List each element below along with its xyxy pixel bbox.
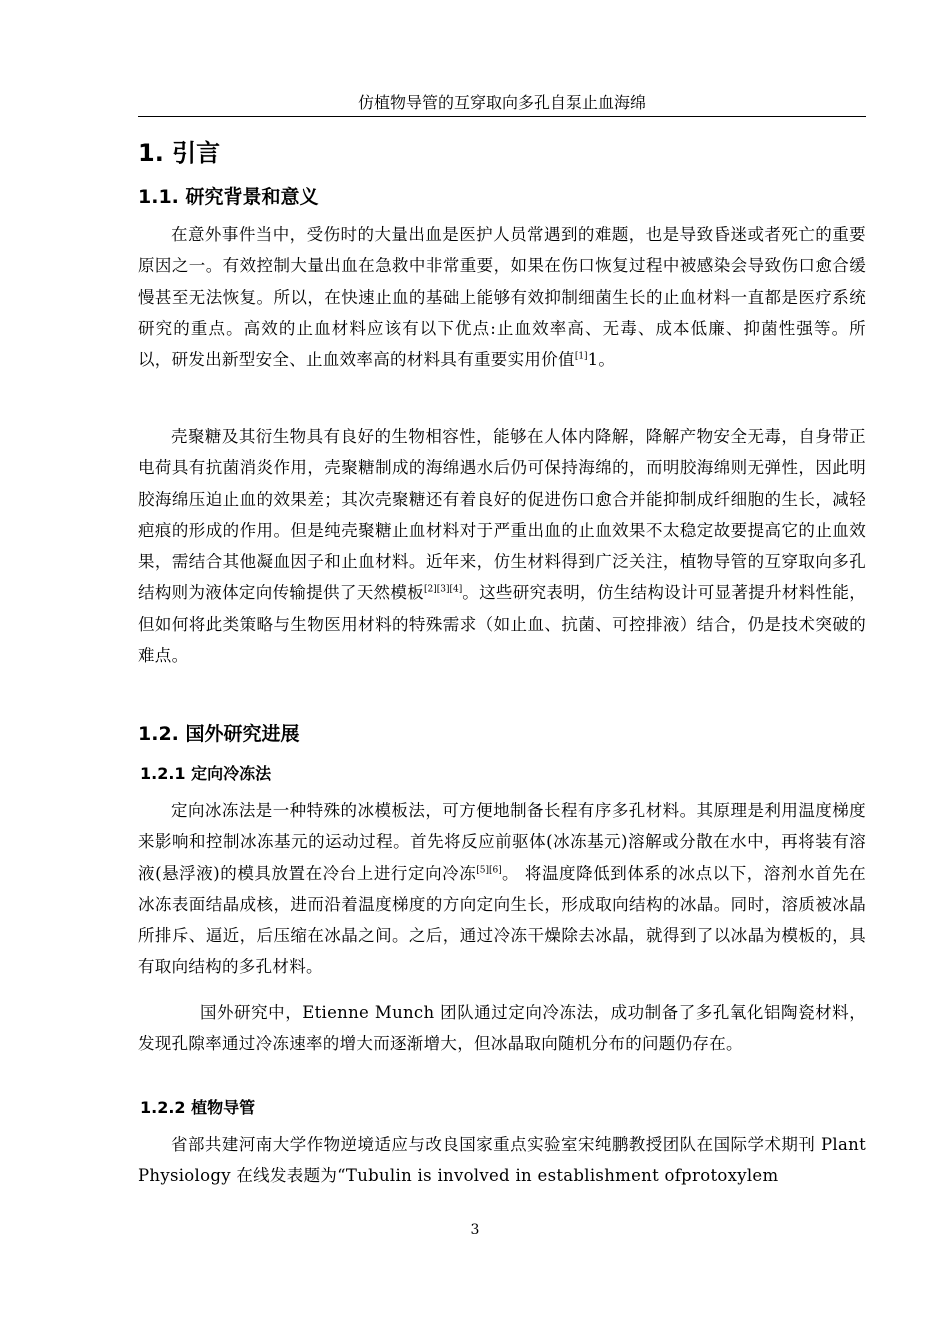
paragraph-plant-vessel-1: 省部共建河南大学作物逆境适应与改良国家重点实验室宋纯鹏教授团队在国际学术期刊 Plant Physiology 在线发表题为“Tubulin is involved in establishment ofprotoxylem: [138, 1135, 866, 1186]
paragraph-background-2: [138, 421, 866, 671]
subsection-heading-plant-vessel: 1.2.2 植物导管: [140, 1098, 256, 1117]
citation-ref: [2][3][4]: [424, 584, 463, 595]
paragraph-text-tail: 。这些研究表明，仿生结构设计可显著提升材料性能，但如何将此类策略与生物医用材料的特殊需求（如止血、抗菌、可控排液）结合，仍是技术突破的难点。: [138, 583, 866, 666]
paragraph-text: 壳聚糖及其衍生物具有良好的生物相容性，能够在人体内降解，降解产物安全无毒，自身带正电荷具有抗菌消炎作用，壳聚糖制成的海绵遇水后仍可保持海绵的，而明胶海绵则无弹性，因此明胶海绵压迫止血的效果差；其次壳聚糖还有着良好的促进伤口愈合并能抑制成纤细胞的生长，减轻疤痕的形成的作用。但是纯壳聚糖止血材料对于严重出血的止血效果不太稳定故要提高它的止血效果，需结合其他凝血因子和止血材料。近年来，仿生材料得到广泛关注，植物导管的互穿取向多孔结构则为液体定向传输提供了天然模板: [138, 427, 866, 603]
section-heading-background: 1.1. 研究背景和意义: [138, 186, 319, 208]
paragraph-background-1: [138, 219, 866, 375]
subsection-heading-freeze-casting: 1.2.1 定向冷冻法: [140, 764, 272, 783]
paragraph-text: 在意外事件当中，受伤时的大量出血是医护人员常遇到的难题，也是导致昏迷或者死亡的重要原因之一。有效控制大量出血在急救中非常重要，如果在伤口恢复过程中被感染会导致伤口愈合缓慢甚至无法恢复。所以，在快速止血的基础上能够有效抑制细菌生长的止血材料一直都是医疗系统研究的重点。高效的止血材料应该有以下优点:止血效率高、无毒、成本低廉、抑菌性强等。所以，研发出新型安全、止血效率高的材料具有重要实用价值: [138, 225, 866, 370]
paragraph-text-tail: 。 将温度降低到体系的冰点以下，溶剂水首先在冰冻表面结晶成核，进而沿着温度梯度的方向定向生长，形成取向结构的冰晶。同时，溶质被冰晶所排斥、逼近，后压缩在冰晶之间。之后，通过冷冻干燥除去冰晶，就得到了以冰晶为模板的，具有取向结构的多孔材料。: [138, 863, 866, 977]
page-number: 3: [470, 1222, 480, 1238]
section-heading-foreign-progress: 1.2. 国外研究进展: [138, 723, 300, 745]
paragraph-freeze-casting-2: 国外研究中，Etienne Munch 团队通过定向冷冻法，成功制备了多孔氧化铝陶瓷材料，发现孔隙率通过冷冻速率的增大而逐渐增大，但冰晶取向随机分布的问题仍存在。: [138, 1003, 866, 1054]
paragraph-text-tail: 1。: [587, 350, 616, 370]
paragraph-text: 定向冰冻法是一种特殊的冰模板法，可方便地制备长程有序多孔材料。其原理是利用温度梯度来影响和控制冰冻基元的运动过程。首先将反应前驱体(冰冻基元)溶解或分散在水中，再将装有溶液(悬浮液)的模具放置在冷台上进行定向冷冻: [138, 801, 866, 883]
section-heading-intro: 1. 引言: [138, 139, 221, 167]
citation-ref: [1]: [574, 351, 588, 362]
running-header: 仿植物导管的互穿取向多孔自泵止血海绵: [138, 92, 866, 117]
citation-ref: [5][6]: [476, 865, 502, 876]
paragraph-freeze-casting-1: [138, 795, 866, 983]
